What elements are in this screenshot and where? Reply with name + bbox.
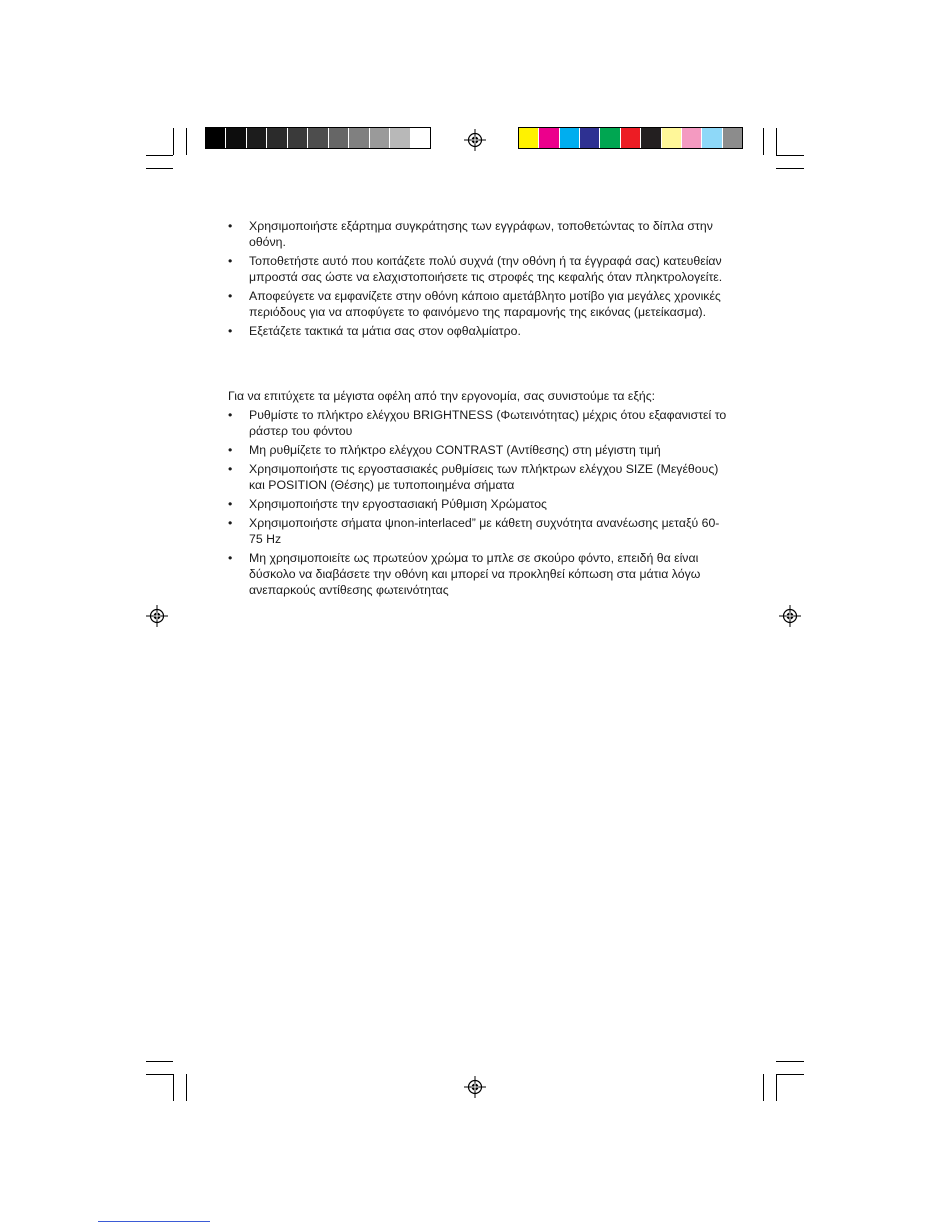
grayscale-swatch xyxy=(206,128,226,148)
list-item: • Αποφεύγετε να εμφανίζετε στην οθόνη κάποιο αμετάβλητο μοτίβο για μεγάλες χρονικές περιόδους για να αποφύγετε το φαινόμενο της παραμονής της εικόνας (μετείκασμα). xyxy=(228,288,728,320)
footer-rule xyxy=(98,1221,210,1222)
process-color-swatch xyxy=(682,128,702,148)
crop-mark-top-left-v xyxy=(173,128,174,155)
list-item: • Ρυθμίστε το πλήκτρο ελέγχου BRIGHTNESS (Φωτεινότητας) μέχρις ότου εξαφανιστεί το ράστερ του φόντου xyxy=(228,407,728,439)
crop-mark-bottom-left-h xyxy=(146,1061,173,1062)
grayscale-swatch xyxy=(411,128,430,148)
crop-mark-top-right-h2 xyxy=(776,168,804,169)
process-color-swatch xyxy=(723,128,742,148)
crop-mark-top-right-v2 xyxy=(776,128,777,155)
crop-mark-bottom-right-v2 xyxy=(776,1074,777,1101)
grayscale-swatch xyxy=(247,128,267,148)
crop-mark-top-left-h2 xyxy=(146,168,173,169)
grayscale-swatch xyxy=(329,128,349,148)
process-color-swatch xyxy=(600,128,620,148)
list-item: • Χρησιμοποιήστε την εργοστασιακή Ρύθμιση Χρώματος xyxy=(228,496,728,512)
crop-mark-bottom-right-h xyxy=(776,1061,804,1062)
process-color-swatch xyxy=(539,128,559,148)
recommendations-list xyxy=(228,407,728,598)
crop-mark-bottom-right-v xyxy=(763,1074,764,1101)
grayscale-swatch xyxy=(390,128,410,148)
process-color-swatch xyxy=(641,128,661,148)
registration-mark-left-icon xyxy=(146,605,168,627)
crop-mark-top-left-v2 xyxy=(186,128,187,155)
grayscale-swatch xyxy=(226,128,246,148)
list-item: • Χρησιμοποιήστε τις εργοστασιακές ρυθμίσεις των πλήκτρων ελέγχου SIZE (Μεγέθους) και POSITION (Θέσης) με τυποποιημένα σήματα xyxy=(228,461,728,493)
ergonomics-tips-list xyxy=(228,218,728,339)
process-color-calibration-bar xyxy=(519,128,742,148)
process-color-swatch xyxy=(519,128,539,148)
process-color-swatch xyxy=(662,128,682,148)
crop-mark-bottom-left-v xyxy=(173,1074,174,1101)
process-color-swatch xyxy=(621,128,641,148)
process-color-swatch xyxy=(560,128,580,148)
grayscale-swatch xyxy=(370,128,390,148)
crop-mark-bottom-right-h2 xyxy=(776,1074,804,1075)
document-body xyxy=(228,218,728,601)
list-item: • Εξετάζετε τακτικά τα μάτια σας στον οφθαλμίατρο. xyxy=(228,323,728,339)
crop-mark-top-right-v xyxy=(763,128,764,155)
list-item: • Μη ρυθμίζετε το πλήκτρο ελέγχου CONTRAST (Αντίθεσης) στη μέγιστη τιμή xyxy=(228,442,728,458)
registration-mark-bottom-icon xyxy=(464,1076,486,1098)
list-item: • Τοποθετήστε αυτό που κοιτάζετε πολύ συχνά (την οθόνη ή τα έγγραφά σας) κατευθείαν μπροστά σας ώστε να ελαχιστοποιήσετε τις στροφές της κεφαλής όταν πληκτρολογείτε. xyxy=(228,253,728,285)
grayscale-swatch xyxy=(288,128,308,148)
registration-mark-top-icon xyxy=(464,129,486,151)
grayscale-calibration-bar xyxy=(206,128,430,148)
grayscale-swatch xyxy=(267,128,287,148)
list-item: • Χρησιμοποιήστε εξάρτημα συγκράτησης των εγγράφων, τοποθετώντας το δίπλα στην οθόνη. xyxy=(228,218,728,250)
list-item: • Μη χρησιμοποιείτε ως πρωτεύον χρώμα το μπλε σε σκούρο φόντο, επειδή θα είναι δύσκολο να διαβάσετε την οθόνη και μπορεί να προκληθεί κόπωση στα μάτια λόγω ανεπαρκούς αντίθεσης φωτεινότητας xyxy=(228,550,728,598)
crop-mark-top-right-h xyxy=(776,155,804,156)
section-spacer xyxy=(228,342,728,388)
crop-mark-top-left-h xyxy=(146,155,173,156)
list-item: • Χρησιμοποιήστε σήματα ψnon-interlaced” με κάθετη συχνότητα ανανέωσης μεταξύ 60-75 Hz xyxy=(228,515,728,547)
crop-mark-bottom-left-v2 xyxy=(186,1074,187,1101)
recommendations-intro: Για να επιτύχετε τα μέγιστα οφέλη από την εργονομία, σας συνιστούμε τα εξής: xyxy=(228,389,656,403)
crop-mark-bottom-left-h2 xyxy=(146,1074,173,1075)
process-color-swatch xyxy=(580,128,600,148)
process-color-swatch xyxy=(702,128,722,148)
registration-mark-right-icon xyxy=(779,605,801,627)
grayscale-swatch xyxy=(308,128,328,148)
grayscale-swatch xyxy=(349,128,369,148)
